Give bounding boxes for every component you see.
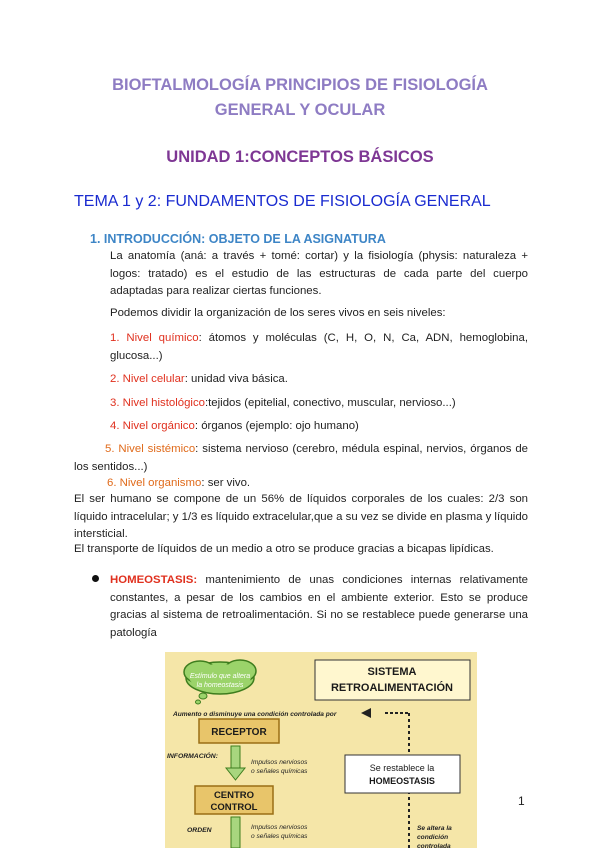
level-text: órganos (ejemplo: ojo humano): [201, 420, 359, 432]
restablece-line2: HOMEOSTASIS: [369, 776, 435, 786]
level-label: 2. Nivel celular: [110, 373, 185, 385]
level-item: 1. Nivel químico: átomos y moléculas (C, H, O, N, Ca, ADN, hemoglobina, glucosa...): [110, 332, 528, 362]
section-heading: 1. INTRODUCCIÓN: OBJETO DE LA ASIGNATURA: [90, 232, 386, 246]
level-item: 5. Nivel sistémico: sistema nervioso (cerebro, médula espinal, nervios, órganos de los sentidos...): [74, 443, 528, 473]
impulsos-text-1a: Impulsos nerviosos: [251, 759, 308, 766]
feedback-diagram: [165, 652, 477, 848]
system-title-line1: SISTEMA: [367, 666, 417, 678]
informacion-label: INFORMACIÓN:: [167, 753, 218, 760]
document-title-line1: BIOFTALMOLOGÍA PRINCIPIOS DE FISIOLOGÍA: [112, 76, 488, 94]
unit-title: UNIDAD 1:CONCEPTOS BÁSICOS: [166, 148, 434, 166]
level-text: ser vivo.: [207, 477, 251, 489]
level-item: 2. Nivel celular: unidad viva básica.: [110, 373, 288, 385]
level-item: 3. Nivel histológico:tejidos (epitelial, conectivo, muscular, nervioso...): [110, 397, 456, 409]
arrow-shaft-1: [231, 746, 240, 768]
impulsos-text-2a: Impulsos nerviosos: [251, 824, 308, 831]
levels-intro: Podemos dividir la organización de los seres vivos en seis niveles:: [110, 307, 446, 319]
homeostasis-text: mantenimiento de unas condiciones internas relativamente constantes, a pesar de los cambios en el ambiente exterior. Esto se produce gracias al sistema de retroalimentación. Si no se restablece puede generarse una patología: [110, 574, 528, 639]
level-label: 4. Nivel orgánico: [110, 420, 195, 432]
orden-label: ORDEN: [187, 827, 212, 834]
homeostasis-paragraph: [110, 572, 528, 642]
level-text: tejidos (epitelial, conectivo, muscular, nervioso...): [208, 397, 456, 409]
document-title-line2: GENERAL Y OCULAR: [214, 101, 386, 119]
level-label: 3. Nivel histológico: [110, 397, 205, 409]
homeostasis-label: HOMEOSTASIS:: [110, 574, 198, 586]
system-title-line2: RETROALIMENTACIÓN: [330, 682, 454, 694]
level-text: átomos y moléculas (C, H, O, N, Ca, ADN, hemoglobina, glucosa...): [110, 332, 528, 362]
impulsos-text-1b: o señales químicas: [251, 768, 308, 775]
level-item: 4. Nivel orgánico: órganos (ejemplo: ojo humano): [110, 420, 359, 432]
level-text: unidad viva básica.: [191, 373, 288, 385]
intro-paragraph: La anatomía (aná: a través + tomé: cortar) y la fisiología (physis: naturaleza + logos: tratado) es el estudio de las estructuras de cada parte del cuerpo adaptadas para realizar ciertas funciones.: [110, 250, 528, 298]
altera-line2: condición: [417, 834, 449, 841]
liquids-paragraph: El ser humano se compone de un 56% de líquidos corporales de los cuales: 2/3 son líquido intracelular; y 1/3 es líquido extracelular,que a su vez se divide en plasma y líquido intersticial.: [74, 493, 528, 541]
centro-control-line1: CENTRO: [213, 790, 255, 801]
transport-paragraph: El transporte de líquidos de un medio a otro se produce gracias a bicapas lipídicas.: [74, 543, 494, 555]
topic-heading: TEMA 1 y 2: FUNDAMENTOS DE FISIOLOGÍA GENERAL: [74, 193, 491, 210]
level-label: 1. Nivel químico: [110, 332, 199, 344]
impulsos-text-2b: o señales químicas: [251, 833, 308, 840]
altera-line1: Se altera la: [417, 825, 452, 832]
level-text: sistema nervioso (cerebro, médula espinal, nervios, órganos de los sentidos...): [74, 443, 528, 473]
page-number: 1: [518, 794, 525, 808]
receptor-label: RECEPTOR: [211, 727, 267, 738]
restablece-line1: Se restablece la: [369, 763, 435, 773]
cloud-text-line1: Estímulo que altera: [189, 673, 251, 680]
restablece-box: [345, 755, 460, 793]
level-item: 6. Nivel organismo: ser vivo.: [107, 477, 251, 489]
cloud-text-line2: la homeostasis: [196, 682, 244, 689]
level-label: 6. Nivel organismo: [107, 477, 202, 489]
bullet-icon: [92, 575, 99, 582]
level-label: 5. Nivel sistémico: [105, 443, 196, 455]
arrow-shaft-2: [231, 817, 240, 848]
centro-control-line2: CONTROL: [210, 802, 258, 813]
aumento-text: Aumento o disminuye una condición controlada por: [173, 711, 337, 718]
altera-line3: controlada: [417, 843, 451, 848]
